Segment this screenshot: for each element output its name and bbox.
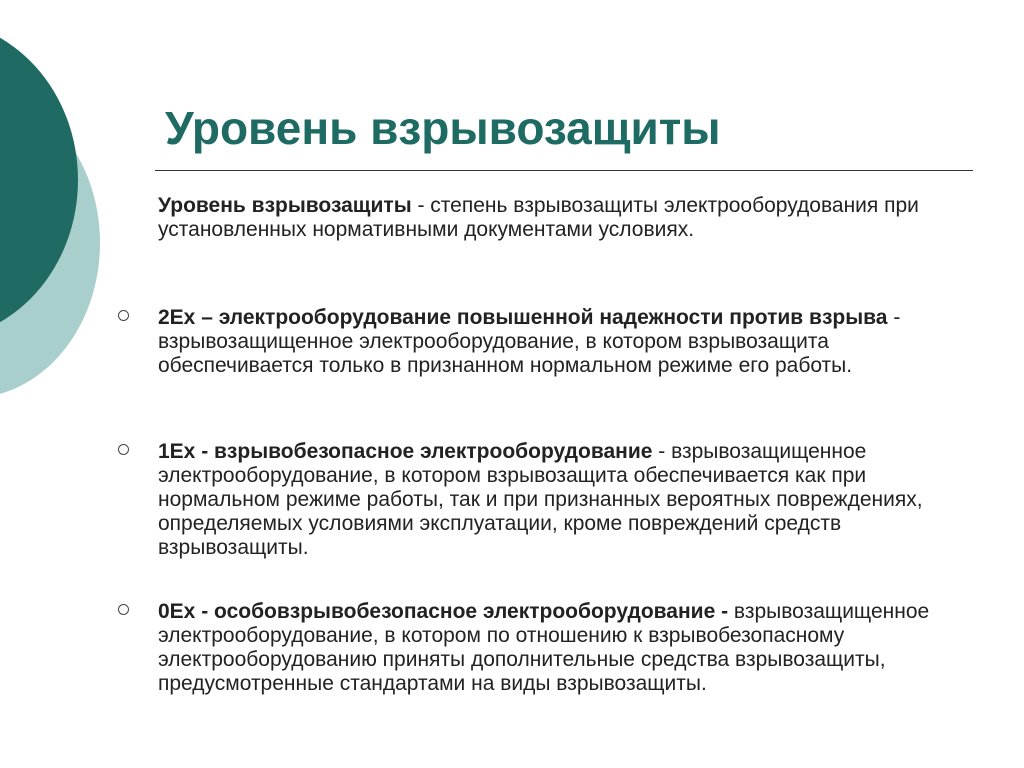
list-item-body: - взрывозащищенное электрооборудование, в котором взрывозащита обеспечивается только в признанном нормальном режиме его работы. <box>158 306 901 377</box>
list-item-text <box>158 600 988 696</box>
list-item-text <box>158 440 988 560</box>
list-item-body: взрывозащищенное электрооборудование, в котором по отношению к взрывобезопасному электрооборудованию приняты дополнительные средства взрывозащиты, предусмотренные стандартами на виды взрывозащиты. <box>158 600 930 695</box>
list-item-term: 1Ex - взрывобезопасное электрооборудование <box>158 440 653 463</box>
definition-paragraph <box>158 194 938 242</box>
list-item-text <box>158 306 988 378</box>
slide-title: Уровень взрывозащиты <box>165 102 721 154</box>
decorative-circles <box>0 0 140 420</box>
list-item-term: 2Ex – электрооборудование повышенной надежности против взрыва <box>158 306 888 329</box>
list-item-term: 0Ex - особовзрывобезопасное электрооборудование - <box>158 600 729 623</box>
hollow-circle-bullet-icon <box>118 444 129 455</box>
definition-term: Уровень взрывозащиты <box>158 194 412 217</box>
hollow-circle-bullet-icon <box>118 310 129 321</box>
definition-body: - степень взрывозащиты электрооборудования при установленных нормативными документами условиях. <box>158 194 919 241</box>
hollow-circle-bullet-icon <box>118 604 129 615</box>
list-item-body: - взрывозащищенное электрооборудование, в котором взрывозащита обеспечивается как при нормальном режиме работы, так и при признанных вероятных повреждениях, определяемых условиями эксплуатации, кроме повреждений средств взрывозащиты. <box>158 440 923 559</box>
title-divider <box>155 170 973 171</box>
